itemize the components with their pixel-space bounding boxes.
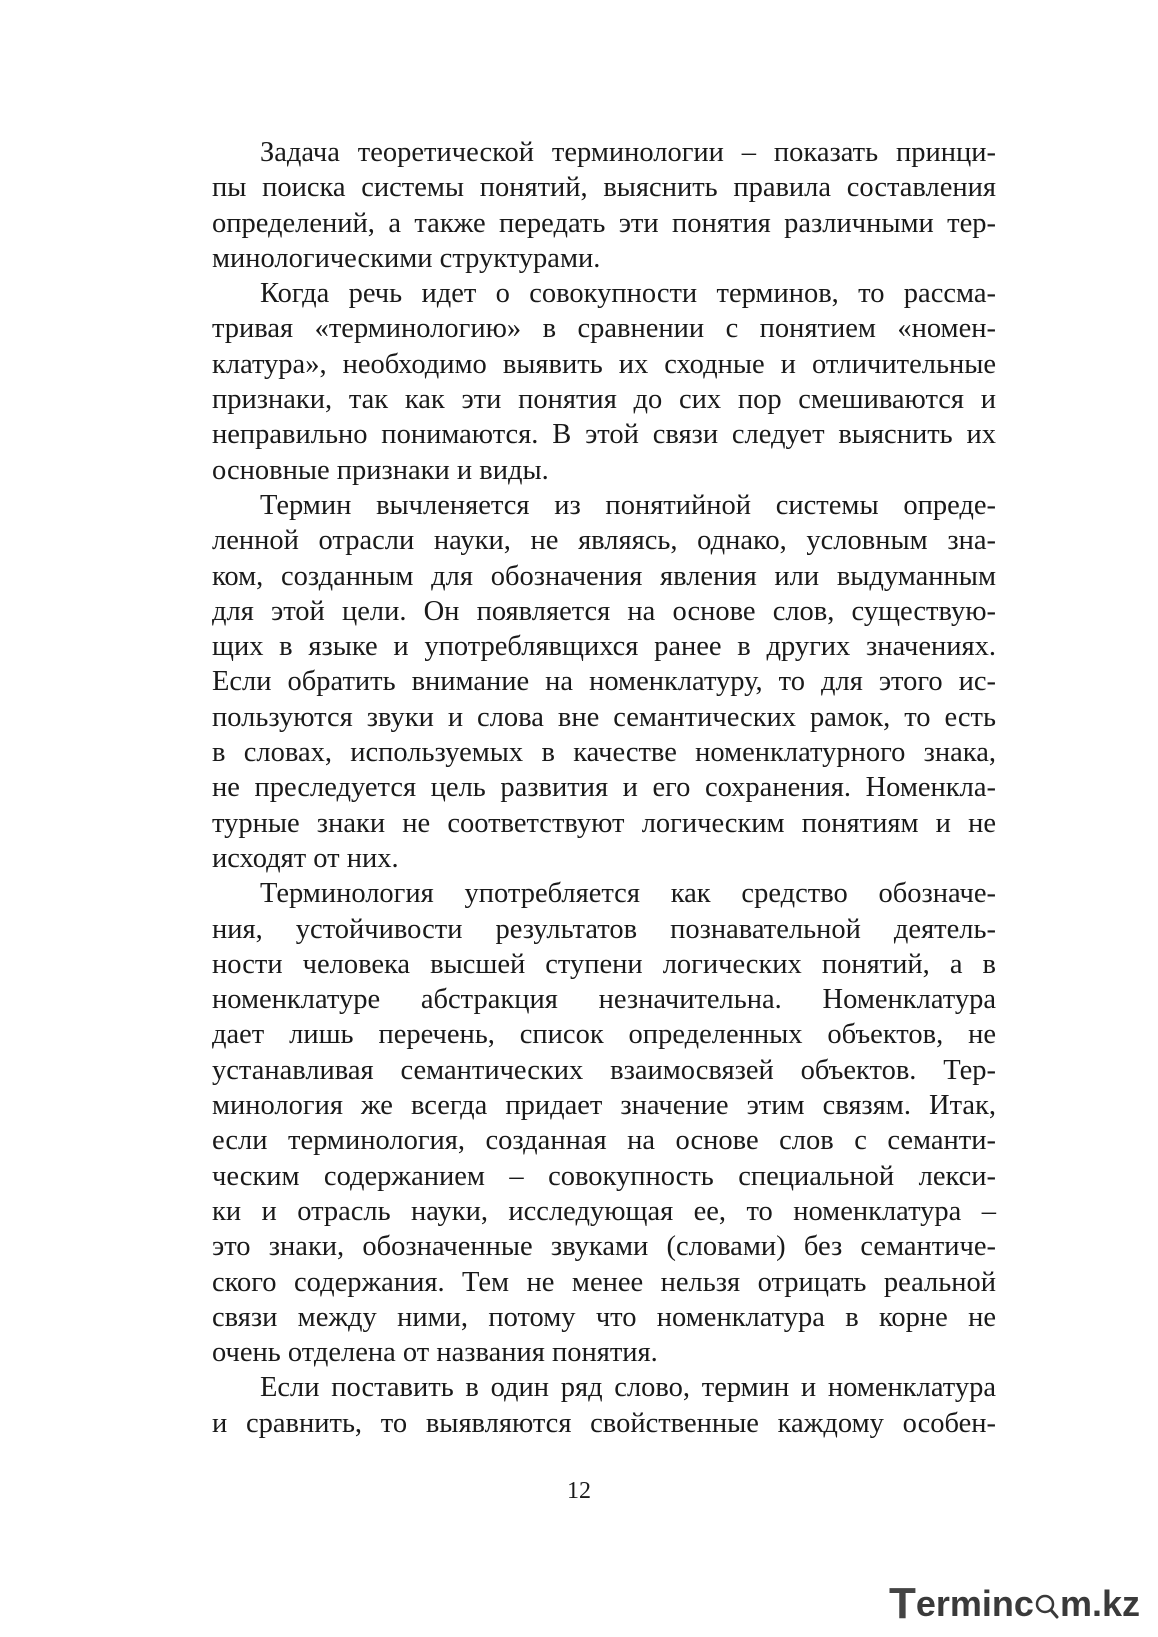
site-watermark [889,1579,1140,1629]
text-line: не преследуется цель развития и его сохранения. Номенкла- [212,772,996,804]
text-line: минологическими структурами. [212,242,601,274]
watermark-text-part2: m.kz [1059,1583,1140,1624]
page-body [212,135,996,1441]
watermark-t-letter: T [889,1579,916,1628]
watermark-text-part1: erminc [915,1583,1034,1624]
text-line: ческим содержанием – совокупность специальной лекси- [212,1160,996,1192]
text-line: для этой цели. Он появляется на основе слов, существую- [212,595,996,627]
text-line: ком, созданным для обозначения явления или выдуманным [212,560,996,592]
text-line: турные знаки не соответствуют логическим понятиям и не [212,807,996,839]
text-line: исходят от них. [212,842,399,874]
text-line: Термин вычленяется из понятийной системы опреде- [260,489,996,521]
text-line: определений, а также передать эти понятия различными тер- [212,207,996,239]
text-line: Терминология употребляется как средство обозначе- [260,878,996,910]
text-line: клатура», необходимо выявить их сходные и отличительные [212,348,996,380]
text-line: ния, устойчивости результатов познавательной деятель- [212,913,996,945]
text-line: пользуются звуки и слова вне семантических рамок, то есть [212,701,996,733]
text-line: Если обратить внимание на номенклатуру, то для этого ис- [212,666,996,698]
text-line: минология же всегда придает значение этим связям. Итак, [212,1090,996,1122]
text-line: Если поставить в один ряд слово, термин и номенклатура [260,1372,996,1404]
paragraph [212,488,996,876]
text-line: пы поиска системы понятий, выяснить правила составления [212,172,996,204]
text-line: Задача теоретической терминологии – показать принци- [260,137,996,168]
text-line: и сравнить, то выявляются свойственные каждому особен- [212,1407,996,1439]
text-line: дает лишь перечень, список определенных объектов, не [212,1019,996,1051]
text-line: ского содержания. Тем не менее нельзя отрицать реальной [212,1266,996,1298]
text-line: неправильно понимаются. В этой связи следует выяснить их [212,419,996,451]
text-line: устанавливая семантических взаимосвязей объектов. Тер- [212,1054,996,1086]
text-line: ности человека высшей ступени логических понятий, а в [212,948,996,980]
text-line: ки и отрасль науки, исследующая ее, то номенклатура – [212,1195,996,1227]
magnifier-icon [1035,1590,1059,1618]
text-line: признаки, так как эти понятия до сих пор смешиваются и [212,384,996,416]
paragraph [212,135,996,276]
text-line: если терминология, созданная на основе слов с семанти- [212,1125,996,1157]
text-line: очень отделена от названия понятия. [212,1337,658,1369]
text-line: в словах, используемых в качестве номенклатурного знака, [212,737,996,769]
text-line: номенклатуре абстракция незначительна. Номенклатура [212,984,996,1016]
text-line: ленной отрасли науки, не являясь, однако, условным зна- [212,525,996,557]
text-line: связи между ними, потому что номенклатура в корне не [212,1301,996,1333]
text-line: это знаки, обозначенные звуками (словами) без семантиче- [212,1231,996,1263]
page-number: 12 [567,1478,591,1504]
text-line: основные признаки и виды. [212,454,549,486]
paragraph [212,876,996,1370]
paragraph [212,1370,996,1441]
text-line: Когда речь идет о совокупности терминов, то рассма- [260,278,996,310]
text-line: тривая «терминологию» в сравнении с понятием «номен- [212,313,996,345]
paragraph [212,276,996,488]
text-line: щих в языке и употреблявщихся ранее в других значениях. [212,631,996,663]
